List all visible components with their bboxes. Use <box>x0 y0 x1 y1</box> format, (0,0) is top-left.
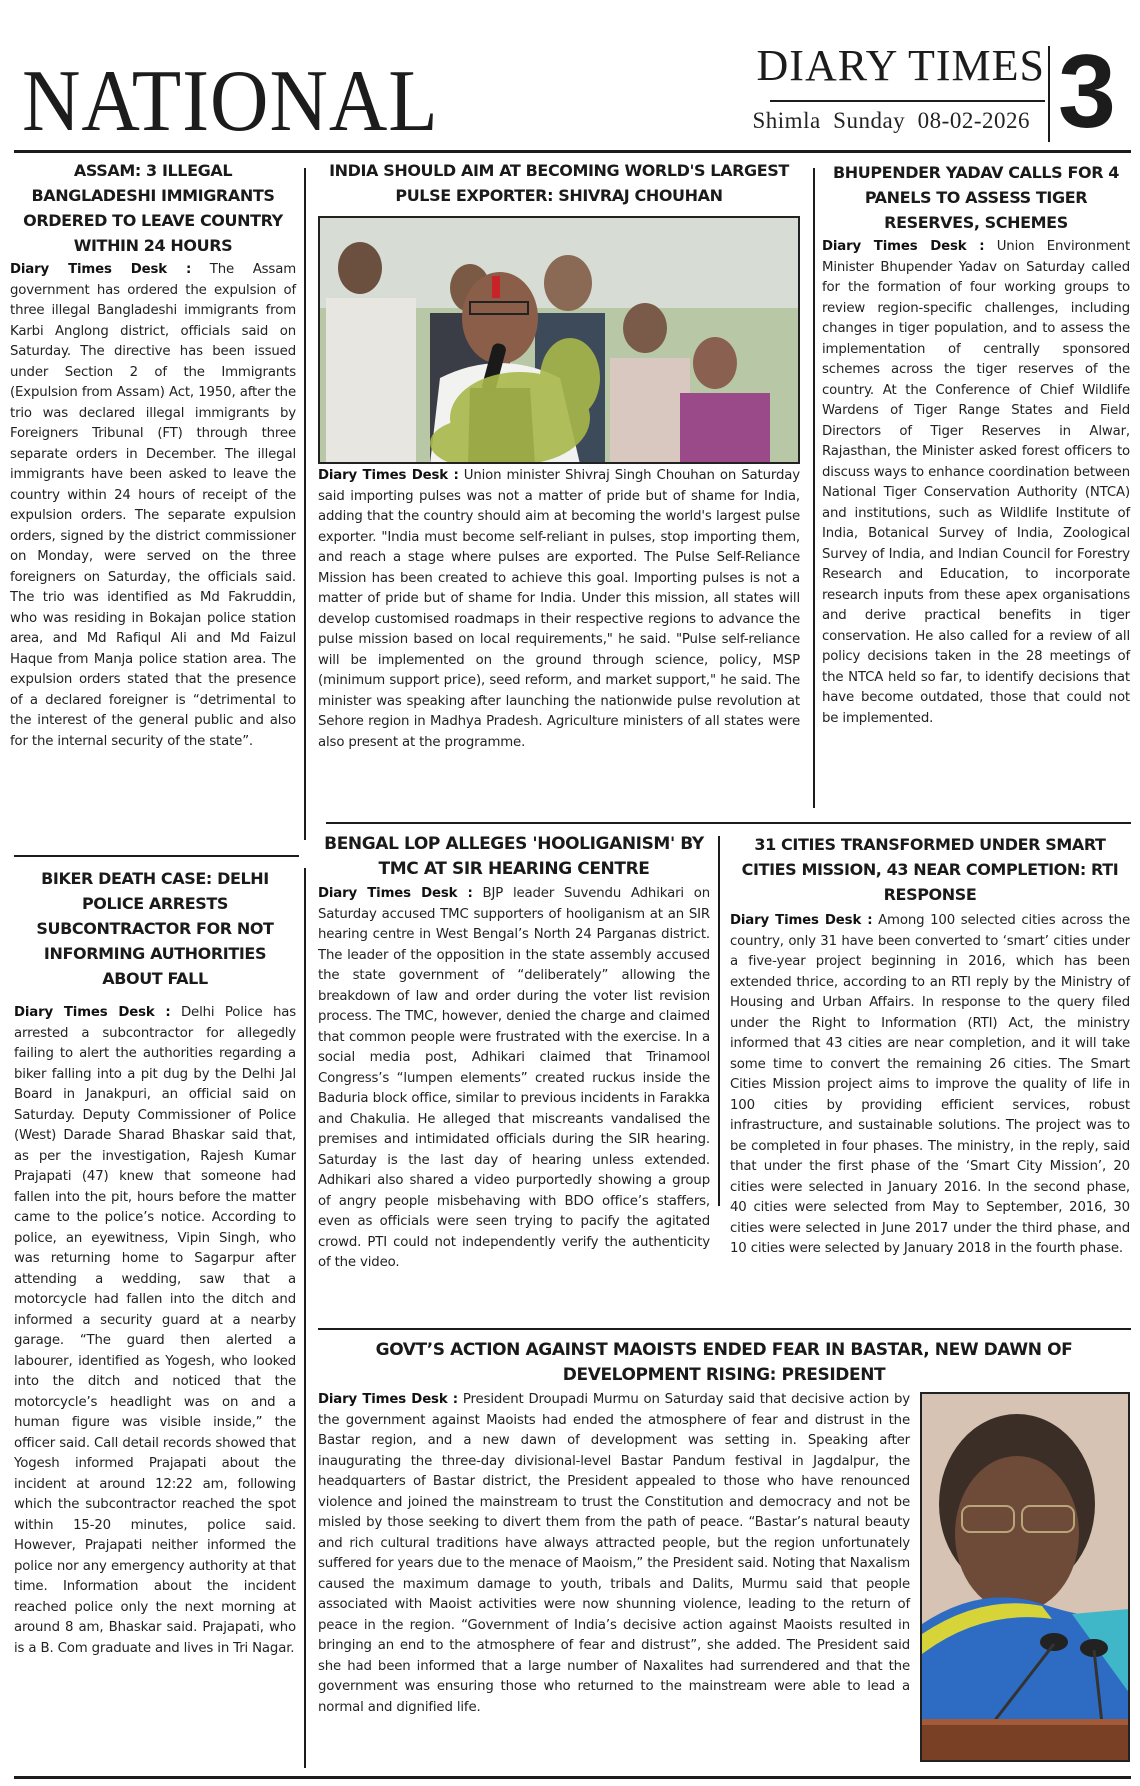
headline: BENGAL LOP ALLEGES 'HOOLIGANISM' BY TMC AT SIR HEARING CENTRE <box>324 834 704 879</box>
article-pulse <box>318 158 800 753</box>
photo-illustration <box>320 218 800 464</box>
article-body: Diary Times Desk : BJP leader Suvendu Adhikari on Saturday accused TMC supporters of hooliganism at an SIR hearing centre in West Bengal’s North 24 Parganas district. The leader of the opposition in the state assembly accused the state government of “deliberately” allowing the breakdown of law and order during the voter list revision process. The TMC, however, denied the charge and claimed that common people were frustrated with the exercise. In a social media post, Adhikari claimed that Trinamool Congress’s “lumpen elements” created ruckus inside the Baduria block office, similar to previous incidents in Farakka and Chakulia. He alleged that miscreants vandalised the premises and intimidated officials during the SIR hearing. Saturday is the last day of hearing unless extended. Adhikari also shared a video purportedly showing a group of angry people misbehaving with BDO office’s staffers, even as officials were seen trying to pacify the agitated crowd. PTI could not independently verify the authenticity of the video. <box>318 886 710 1270</box>
article-assam <box>10 158 296 752</box>
byline: Diary Times Desk : <box>318 886 473 901</box>
masthead-divider <box>1048 46 1050 142</box>
article-body: Diary Times Desk : President Droupadi Murmu on Saturday said that decisive action by the government against Maoists had ended the atmosphere of fear and distrust in the Bastar region, and a new dawn of development was setting in. Speaking after inaugurating the three-day divisional-level Bastar Pandum festival in Jagdalpur, the headquarters of Bastar district, the President appealed to those who have renounced violence and joined the mainstream to trust the Constitution and democracy and not be misled by those seeking to divert them from the path of peace. “Bastar’s natural beauty and rich cultural traditions have always attracted people, but the region unfortunately suffered for years due to the menace of Maoism,” the President said. Noting that Naxalism caused the maximum damage to youth, tribals and Dalits, Murmu said that people associated with Maoist activities were now shunning violence, leading to the return of peace in the region. “Government of India’s decisive action against Maoists resulted in bringing an end to the atmosphere of fear and distrust”, she added. The President said she had been informed that a large number of Naxalites had surrendered and that the government was ensuring those who returned to the mainstream were able to lead a normal and dignified life. <box>318 1392 910 1715</box>
headline: GOVT’S ACTION AGAINST MAOISTS ENDED FEAR IN BASTAR, NEW DAWN OF DEVELOPMENT RISING: PRESIDENT <box>375 1340 1073 1385</box>
article-body: Diary Times Desk : The Assam government has ordered the expulsion of three illegal Bangladeshi immigrants from Karbi Anglong district, officials said on Saturday. The directive has been issued under Section 2 of the Immigrants (Expulsion from Assam) Act, 1950, after the trio was declared illegal immigrants by Foreigners Tribunal (FT) through three separate orders in December. The illegal immigrants have been asked to leave the country within 24 hours of receipt of the expulsion orders. The separate expulsion orders, signed by the district commissioner on Monday, were served on the three foreigners on Saturday, the officials said. The trio was identified as Md Fakruddin, who was residing in Bokajan police station area, and Md Rafiqul Ali and Md Faizul Haque from Manja police station area. The expulsion orders stated that the presence of a declared foreigner is “detrimental to the interest of the general public and also for the internal security of the state”. <box>10 262 296 749</box>
headline: INDIA SHOULD AIM AT BECOMING WORLD'S LARGEST PULSE EXPORTER: SHIVRAJ CHOUHAN <box>329 161 789 205</box>
headline: 31 CITIES TRANSFORMED UNDER SMART CITIES MISSION, 43 NEAR COMPLETION: RTI RESPONSE <box>741 835 1119 904</box>
column-divider <box>718 836 720 1206</box>
article-bengal <box>318 832 710 1274</box>
newspaper-brand: DIARY TIMES <box>756 41 1045 90</box>
byline: Diary Times Desk : <box>318 468 459 483</box>
article-body: Diary Times Desk : Union Environment Minister Bhupender Yadav on Saturday called for the formation of four working groups to review region-specific challenges, including changes in tiger population, and to assess the implementation of centrally sponsored schemes across the tiger reserves of the country. At the Conference of Chief Wildlife Wardens of Tiger Range States and Field Directors of Tiger Reserves in Alwar, Rajasthan, the Minister asked forest officers to discuss ways to enhance coordination between National Tiger Conservation Authority (NTCA) and institutions, such as Wildlife Institute of India, Botanical Survey of India, Zoological Survey of India, and Indian Council for Forestry Research and Education, to incorporate research inputs from these apex organisations and derive practical benefits in tiger conservation. He also called for a review of all policy decisions taken in the 28 meetings of the NTCA held so far, to identify decisions that have become outdated, those that could not be implemented. <box>822 239 1131 726</box>
section-title: NATIONAL <box>22 53 439 150</box>
section-rule <box>14 855 299 857</box>
article-body: Diary Times Desk : Union minister Shivraj Singh Chouhan on Saturday said importing pulses was not a matter of pride but of shame for India, adding that the country should aim at becoming the world's largest pulse exporter. "India must become self-reliant in pulses, stop importing them, and reach a stage where pulses are exported. The Pulse Self-Reliance Mission has been created to achieve this goal. Importing pulses is not a matter of pride but of shame for India. Under this mission, all states will develop customised roadmaps in their respective regions to advance the pulse mission based on local requirements," he said. "Pulse self-reliance will be implemented on the ground through science, policy, MSP (minimum support price), seed reform, and market support," he said. The minister was speaking after launching the nationwide pulse revolution at Sehore region in Madhya Pradesh. Agriculture ministers of all states were also present at the programme. <box>318 468 800 750</box>
page-number: 3 <box>1058 34 1116 150</box>
article-body: Diary Times Desk : Delhi Police has arrested a subcontractor for allegedly failing to alert the authorities regarding a biker falling into a pit dug by the Delhi Jal Board in Janakpuri, an official said on Saturday. Deputy Commissioner of Police (West) Darade Sharad Bhaskar said that, as per the investigation, Rajesh Kumar Prajapati (47) knew that someone had fallen into the pit, hours before the matter came to the police’s notice. According to police, an eyewitness, Vipin Singh, who was returning home to Sagarpur after attending a wedding, saw that a motorcycle had fallen into the ditch and informed a security guard at a nearby garage. “The guard then alerted a labourer, identified as Yogesh, who looked into the ditch and noticed that the motorcycle’s headlight was on and a human figure was visible inside,” the officer said. Call detail records showed that Yogesh informed Prajapati about the incident at around 12:22 am, following which the subcontractor reached the spot within 15-20 minutes, police said. However, Prajapati neither informed the police nor any emergency authority at that time. Information about the incident reached police only the next morning at around 8 am, Bhaskar said. Prajapati, who is a B. Com graduate and lives in Tri Nagar. <box>14 1005 296 1656</box>
section-rule <box>326 822 1131 824</box>
byline: Diary Times Desk : <box>14 1005 171 1020</box>
byline: Diary Times Desk : <box>10 262 192 277</box>
column-divider <box>813 168 815 808</box>
byline: Diary Times Desk : <box>730 913 873 928</box>
headline: BIKER DEATH CASE: DELHI POLICE ARRESTS SUBCONTRACTOR FOR NOT INFORMING AUTHORITIES ABOUT FALL <box>36 869 274 988</box>
byline: Diary Times Desk : <box>318 1392 458 1407</box>
masthead-rule <box>14 150 1131 153</box>
article-body: Diary Times Desk : Among 100 selected cities across the country, only 31 have been converted to ‘smart’ cities under a five-year project beginning in 2016, which has been extended thrice, according to an RTI reply by the Ministry of Housing and Urban Affairs. In response to the query filed under the Right to Information (RTI) Act, the ministry informed that 43 cities are near completion, and it will take some time to convert the remaining 26 cities. The Smart Cities Mission project aims to improve the quality of life in 100 cities by providing efficient services, robust infrastructure, and sustainable solutions. The project was to be completed in four phases. The ministry, in the reply, said that under the first phase of the ‘Smart City Mission’, 20 cities were selected in January 2016. In the second phase, 40 cities were selected from May to September, 2016, 30 cities were selected in June 2017 under the third phase, and 10 cities were selected by January 2018 in the fourth phase. <box>730 913 1130 1256</box>
footer-rule <box>14 1776 1131 1779</box>
brand-underline <box>770 100 1045 102</box>
column-divider <box>304 868 306 1768</box>
headline: BHUPENDER YADAV CALLS FOR 4 PANELS TO ASSESS TIGER RESERVES, SCHEMES <box>832 163 1120 232</box>
section-rule <box>318 1328 1131 1330</box>
article-bastar <box>318 1338 1130 1762</box>
dateline: Shimla Sunday 08-02-2026 <box>752 108 1030 133</box>
column-divider <box>304 168 306 840</box>
photo-illustration <box>922 1394 1130 1762</box>
headline: ASSAM: 3 ILLEGAL BANGLADESHI IMMIGRANTS ORDERED TO LEAVE COUNTRY WITHIN 24 HOURS <box>23 161 283 255</box>
photo-droupadi-murmu <box>920 1392 1130 1762</box>
article-biker <box>14 866 296 1659</box>
byline: Diary Times Desk : <box>822 239 985 254</box>
article-tiger <box>822 160 1130 729</box>
photo-shivraj-chouhan <box>318 216 800 464</box>
article-smart-cities <box>730 832 1130 1260</box>
